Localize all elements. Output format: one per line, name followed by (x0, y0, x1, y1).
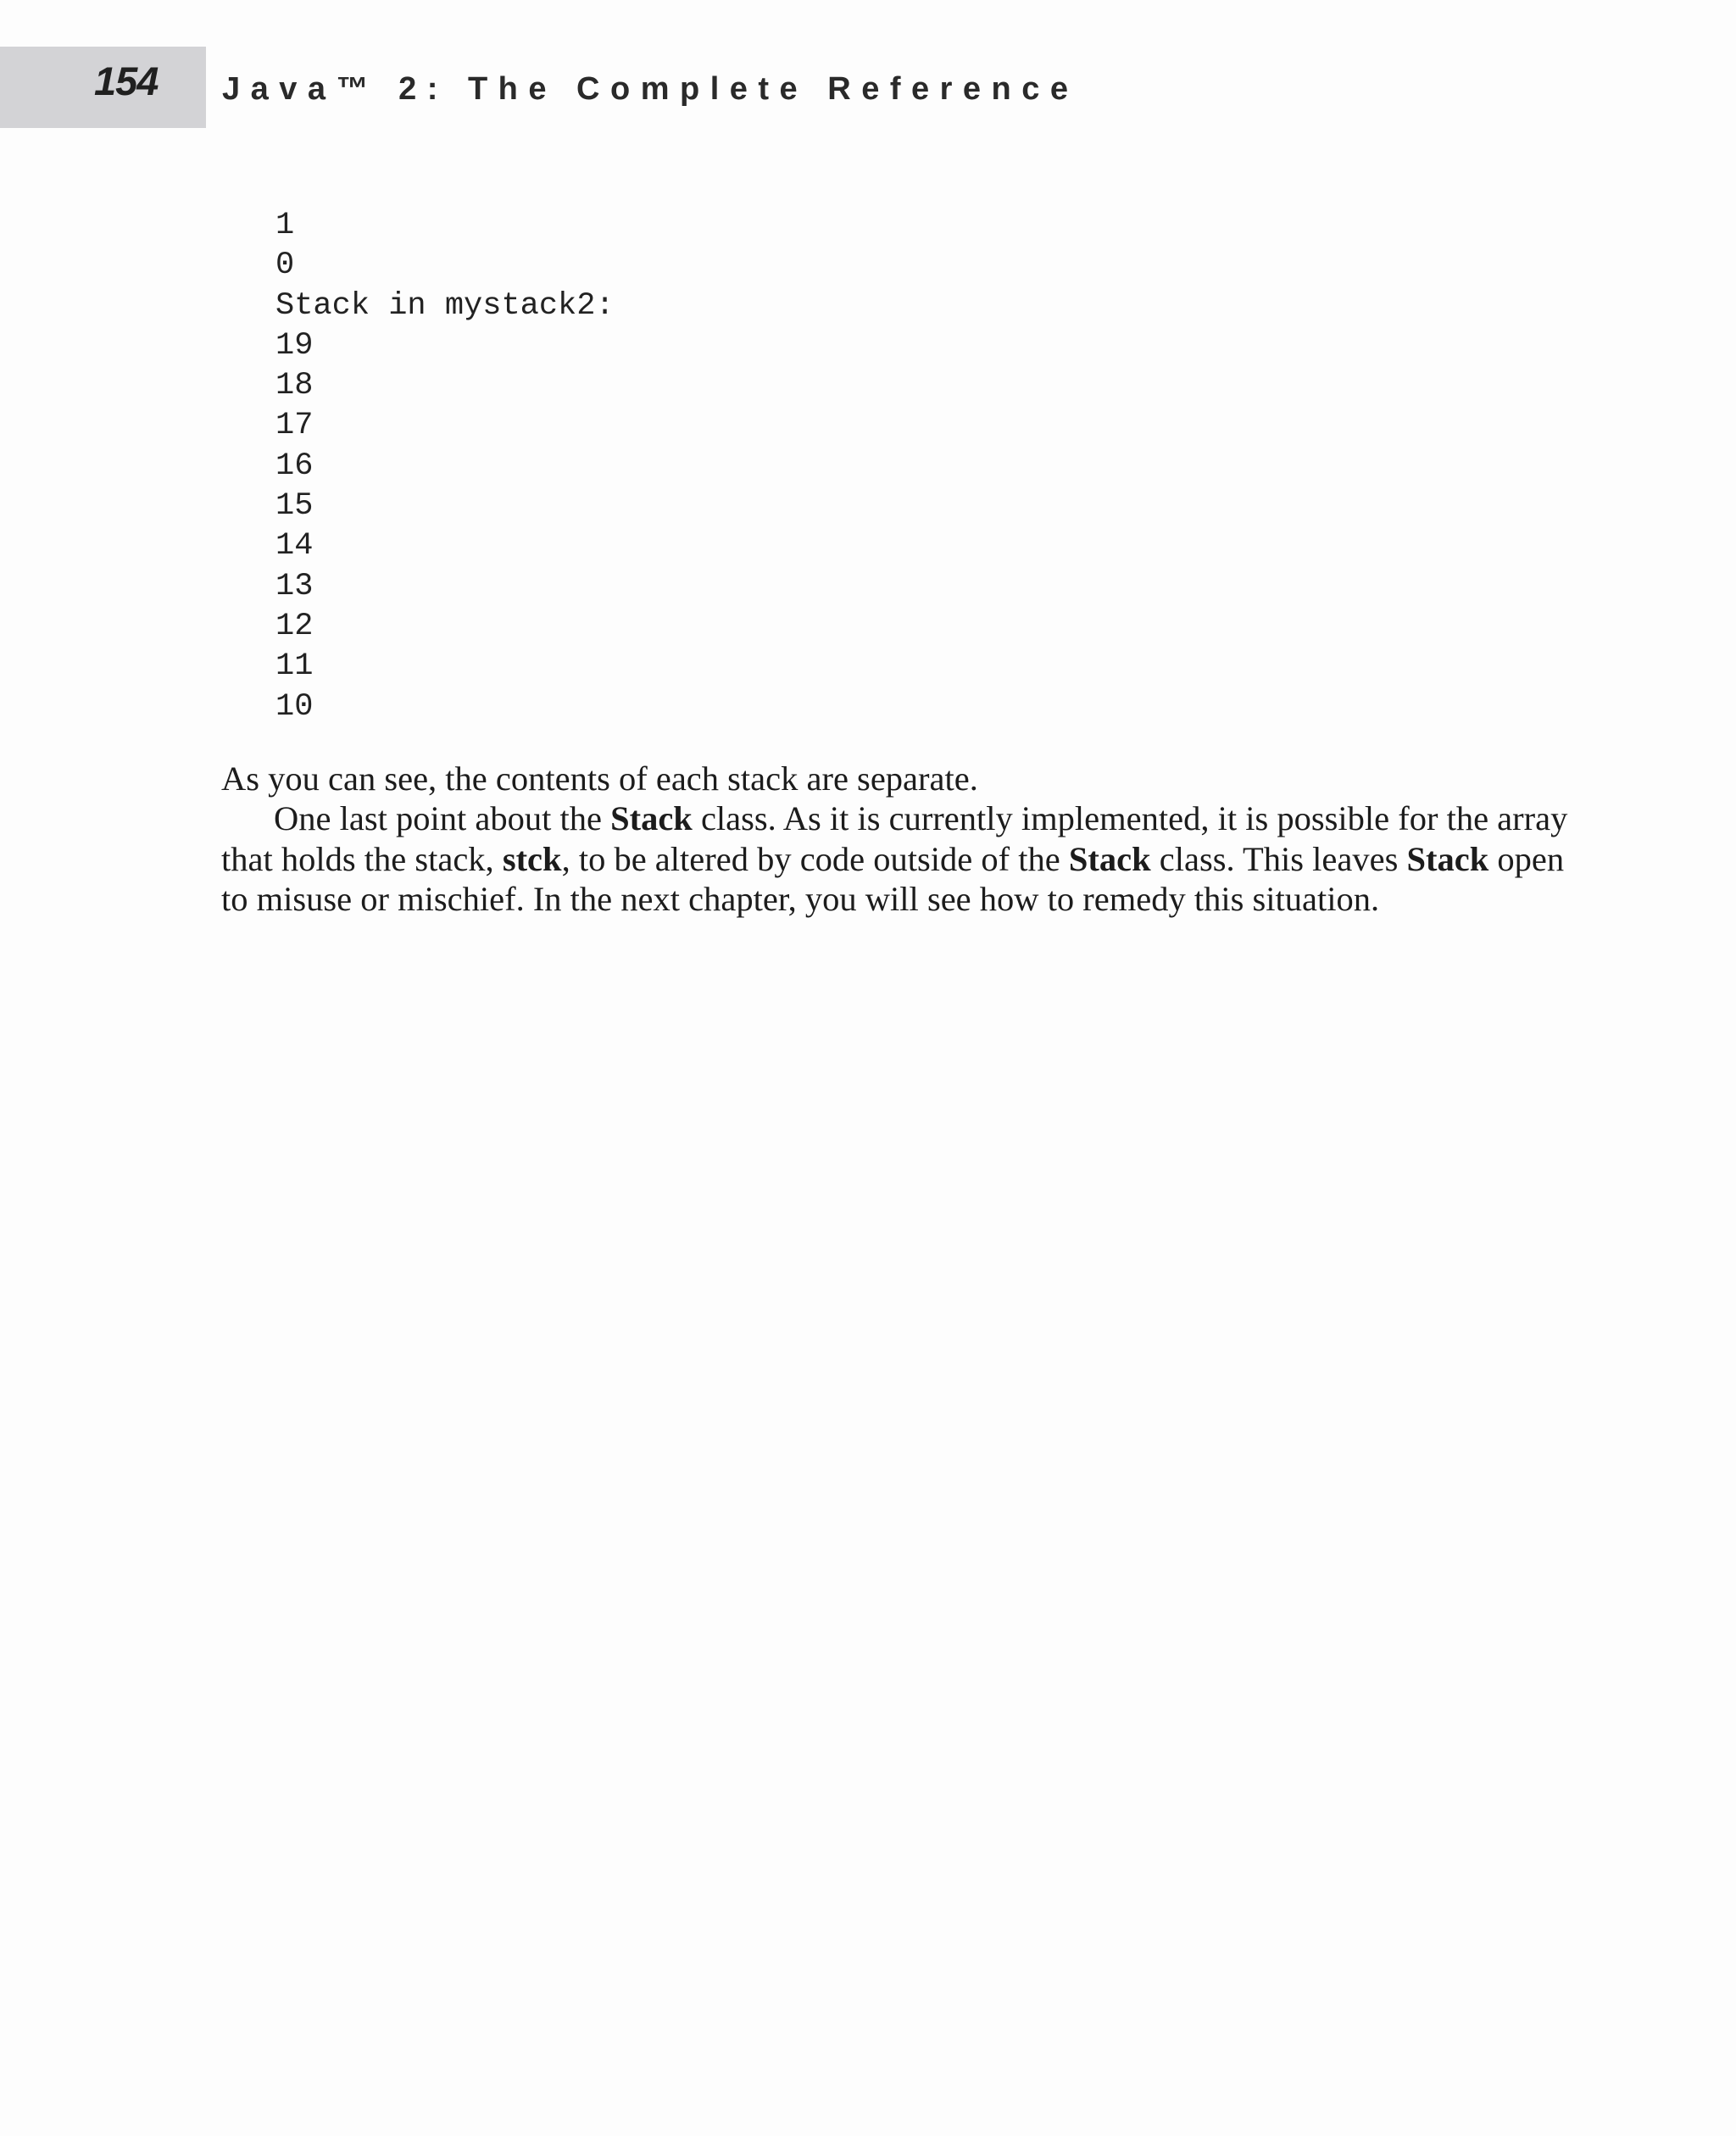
output-line: Stack in mystack2: (275, 287, 615, 324)
text-run: open to misuse or mischief. In the next chapter, you will see how to remedy this situation. (221, 839, 1565, 919)
body-text (221, 759, 1577, 920)
bold-term: stck (502, 839, 562, 878)
paragraph (221, 798, 1577, 919)
paragraph: As you can see, the contents of each stack are separate. (221, 759, 978, 798)
text-run: One last point about the (274, 799, 611, 838)
text-run: class. This leaves (1150, 839, 1407, 878)
output-line: 17 (275, 408, 314, 444)
page-number: 154 (94, 58, 159, 103)
bold-term: Stack (1406, 839, 1489, 878)
bold-term: Stack (1068, 839, 1151, 878)
bold-term: Stack (610, 799, 693, 838)
output-line: 18 (275, 368, 314, 404)
output-line: 10 (275, 688, 314, 725)
output-line: 14 (275, 528, 314, 565)
output-line: 11 (275, 648, 314, 685)
text-run: class. As it is currently implemented, it is possible for the array that holds the stack, (221, 799, 1568, 878)
output-line: 15 (275, 488, 314, 525)
program-output (275, 206, 615, 727)
text-run: , to be altered by code outside of the (561, 839, 1069, 878)
output-line: 12 (275, 608, 314, 644)
output-line: 19 (275, 327, 314, 364)
output-line: 16 (275, 448, 314, 484)
output-line: 1 (275, 208, 295, 243)
output-line: 13 (275, 568, 314, 604)
output-line: 0 (275, 248, 295, 284)
running-head-title: Java™ 2: The Complete Reference (222, 71, 1079, 107)
